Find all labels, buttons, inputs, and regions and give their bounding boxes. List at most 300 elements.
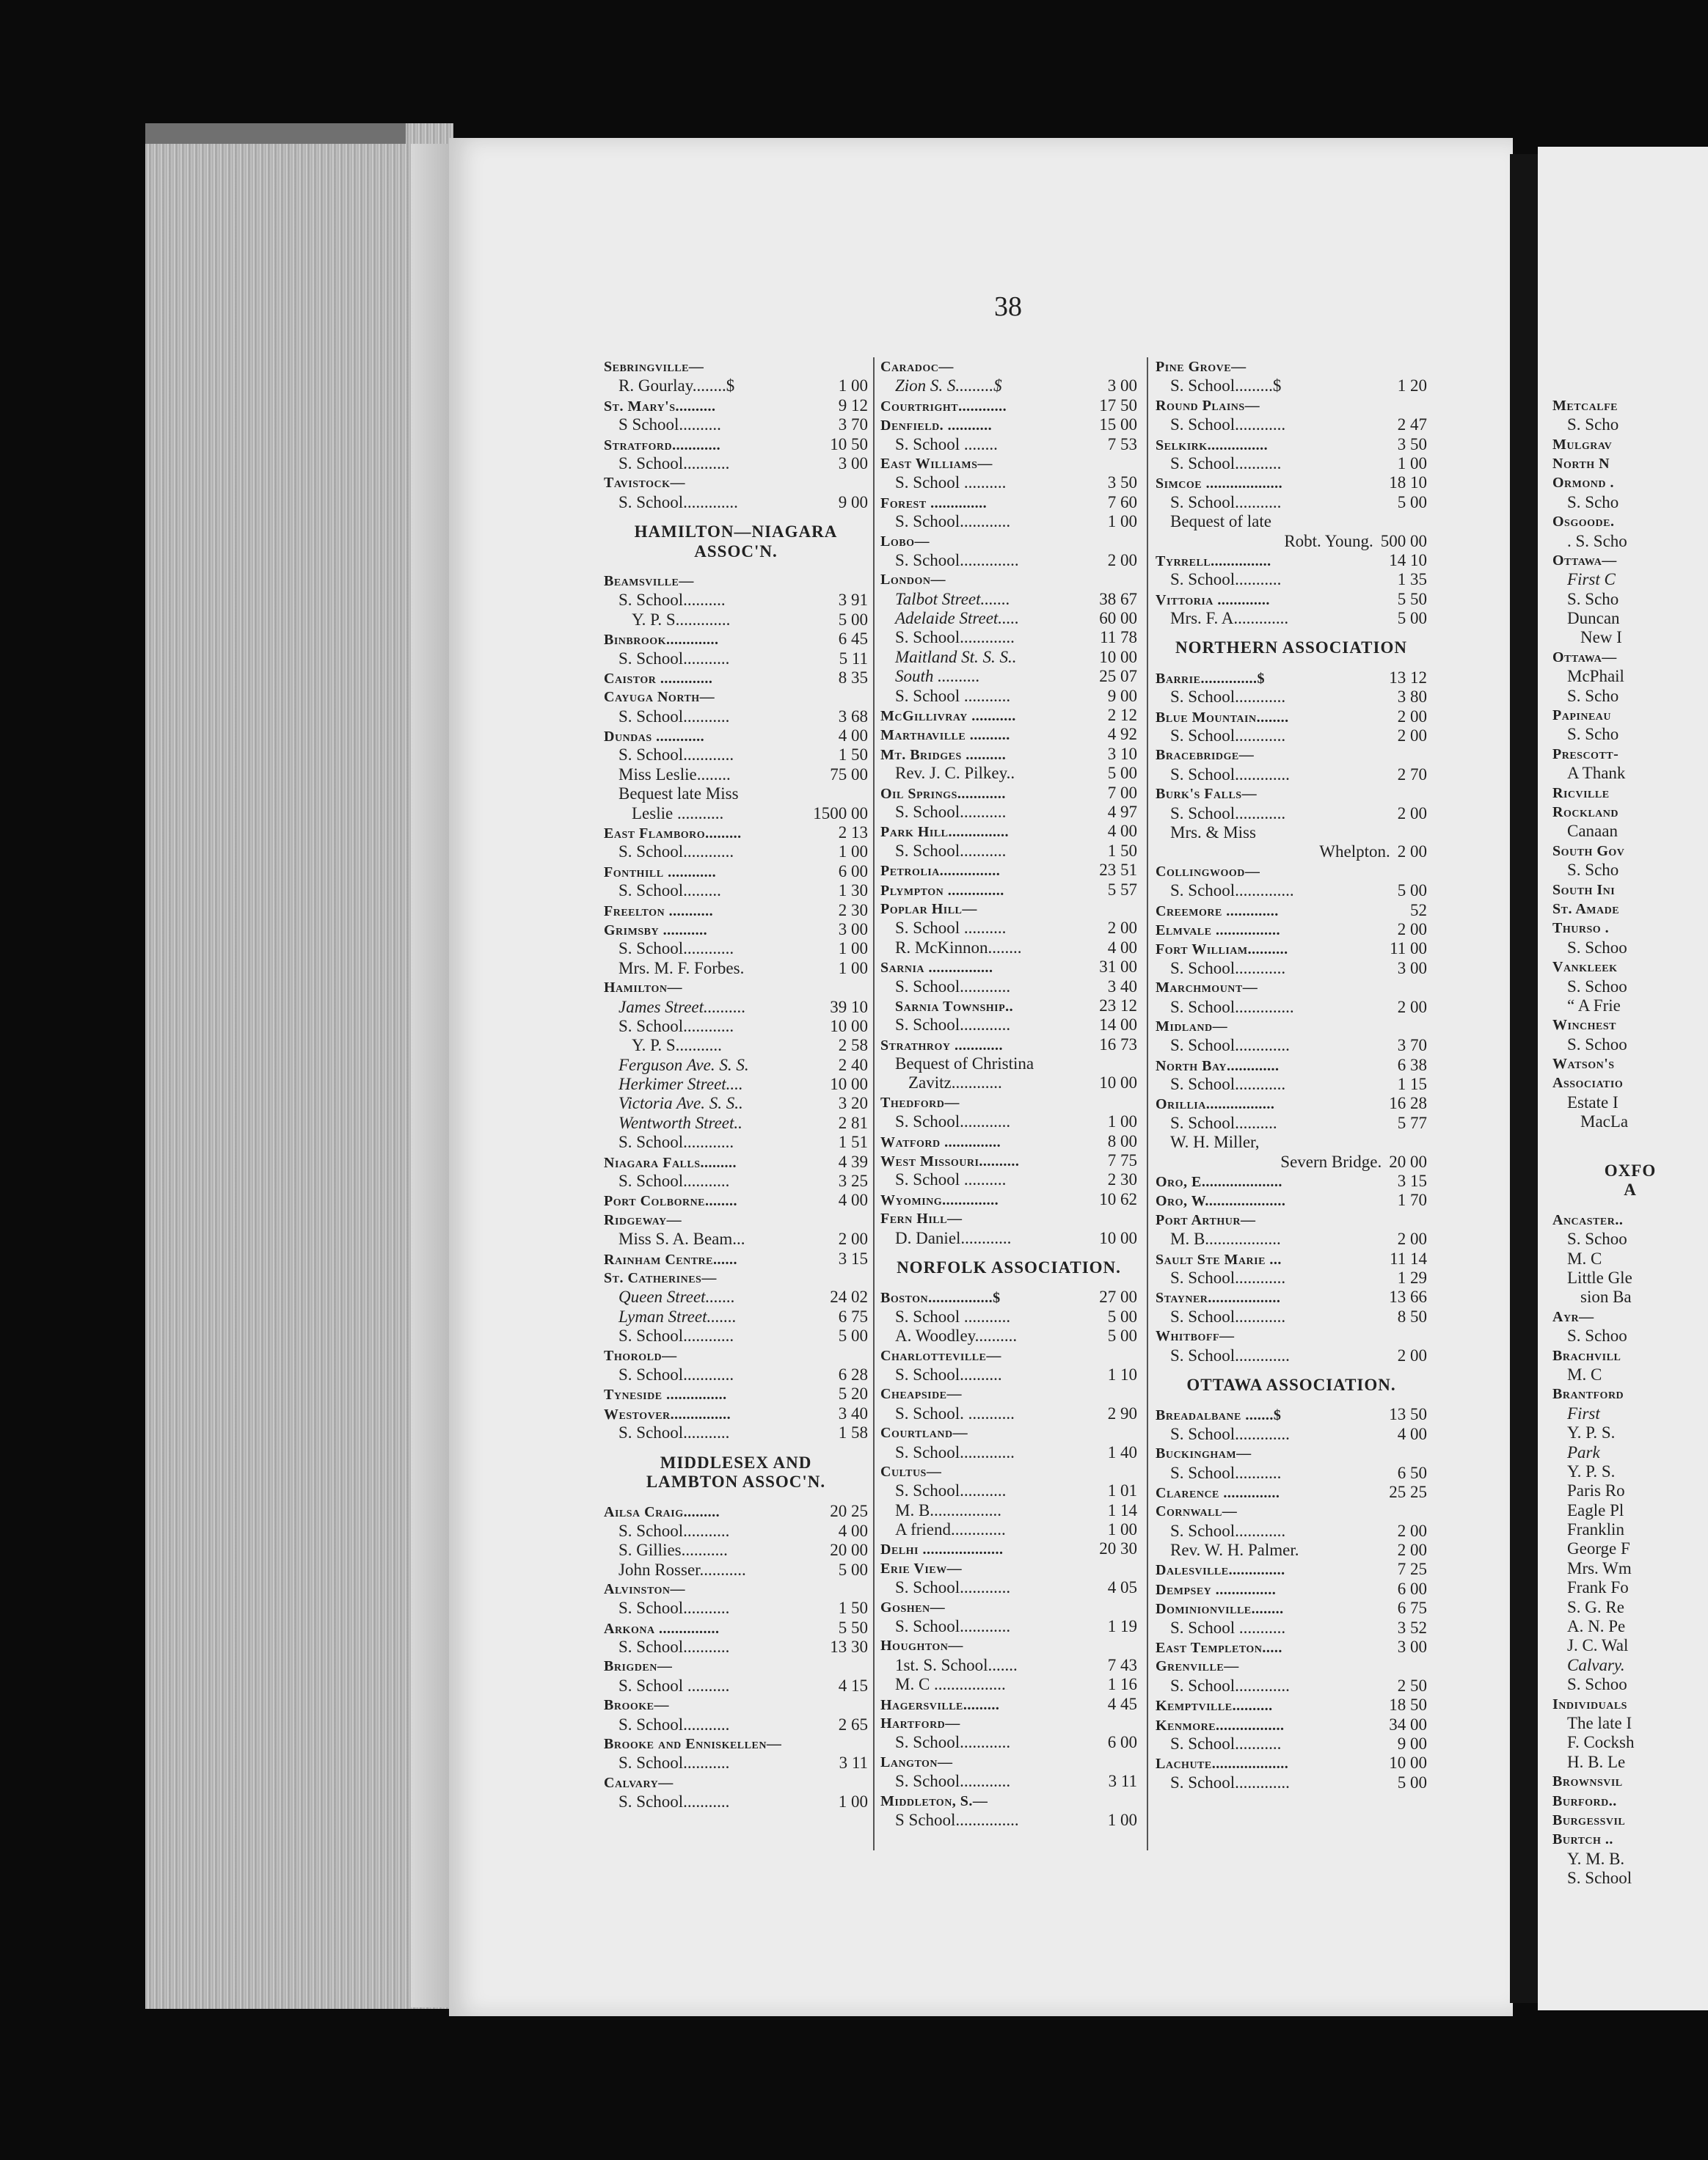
entry-label: George F [1567, 1539, 1630, 1558]
section-heading: NORTHERN ASSOCIATION [1175, 638, 1407, 657]
ledger-entry [1552, 1230, 1708, 1249]
entry-amount: 20 30 [1099, 1539, 1137, 1558]
entry-label: S. School............ [1170, 1075, 1286, 1094]
place-entry [1156, 1483, 1427, 1502]
entry-amount: 4 15 [838, 1676, 868, 1695]
entry-label: Mt. Bridges .......... [880, 746, 1007, 763]
entry-amount: 7 53 [1107, 434, 1137, 453]
entry-label: S. School............ [1170, 1307, 1286, 1326]
ledger-entry [1552, 1850, 1708, 1869]
ledger-entry [604, 1522, 868, 1541]
column-rule [873, 357, 875, 1850]
ledger-entry [604, 1365, 868, 1384]
place-entry [1552, 957, 1708, 977]
ledger-entry [1552, 1288, 1708, 1307]
ledger-entry [604, 1230, 868, 1249]
entry-label: Y. P. S........... [632, 1036, 722, 1055]
ledger-entry [880, 590, 1137, 609]
entry-label: S. School............ [618, 745, 734, 765]
place-entry [880, 861, 1137, 880]
place-entry [1156, 1172, 1427, 1191]
entry-label: D. Daniel............ [895, 1228, 1012, 1247]
place-entry [1156, 1405, 1427, 1424]
book-fore-edge [145, 123, 453, 2009]
entry-label: Caistor ............. [604, 670, 713, 687]
place-entry [604, 920, 868, 939]
entry-amount: 2 30 [1107, 1170, 1137, 1189]
entry-label: Lobo— [880, 533, 930, 550]
spacer-row [1552, 357, 1708, 376]
ledger-entry [604, 842, 868, 861]
entry-label: Blue Mountain........ [1156, 709, 1289, 726]
place-entry [604, 978, 868, 997]
entry-label: Miss S. A. Beam... [618, 1230, 745, 1249]
entry-label: Brooke— [604, 1697, 669, 1714]
entry-label: S. School........... [618, 1715, 730, 1734]
place-entry [1156, 1249, 1427, 1269]
entry-label: Wyoming.............. [880, 1192, 999, 1208]
entry-label: Grimsby ........... [604, 922, 708, 938]
entry-amount: 7 25 [1397, 1560, 1427, 1579]
place-entry [880, 1695, 1137, 1714]
entry-amount: 2 58 [838, 1036, 868, 1055]
ledger-entry [880, 1520, 1137, 1539]
section-heading: A [1624, 1181, 1637, 1200]
entry-label: M. B.................. [1170, 1230, 1281, 1249]
entry-amount: 2 00 [838, 1230, 868, 1249]
entry-label: East Flamboro......... [604, 825, 742, 842]
entry-label: A. N. Pe [1567, 1617, 1626, 1636]
entry-amount: 4 00 [838, 726, 868, 745]
entry-amount: 3 50 [1397, 434, 1427, 453]
entry-amount: 1 70 [1397, 1191, 1427, 1210]
ledger-entry [604, 591, 868, 610]
ledger-entry [1156, 1464, 1427, 1483]
ledger-entry [604, 804, 868, 823]
entry-label: East Williams— [880, 455, 993, 472]
entry-amount: 3 15 [838, 1249, 868, 1268]
entry-amount: 5 00 [1397, 492, 1427, 511]
entry-amount: 10 62 [1099, 1189, 1137, 1208]
entry-label: Ailsa Craig......... [604, 1504, 720, 1521]
place-entry [604, 1619, 868, 1638]
ledger-entry [880, 1054, 1137, 1073]
entry-amount: 10 00 [830, 1016, 868, 1035]
ledger-entry [880, 376, 1137, 395]
ledger-entry [880, 1112, 1137, 1131]
entry-label: Niagara Falls......... [604, 1154, 737, 1171]
entry-label: Selkirk............... [1156, 437, 1269, 453]
entry-label: Poplar Hill— [880, 900, 977, 917]
ledger-entry [1552, 1269, 1708, 1288]
entry-amount: 39 10 [830, 997, 868, 1016]
entry-amount: 7 43 [1107, 1655, 1137, 1674]
entry-amount: 11 14 [1390, 1249, 1427, 1268]
entry-amount: 23 51 [1099, 861, 1137, 880]
ledger-entry [1552, 667, 1708, 686]
ledger-entry [604, 1423, 868, 1442]
place-entry [880, 454, 1137, 473]
place-entry [1552, 1073, 1708, 1092]
entry-label: Adelaide Street..... [895, 609, 1020, 628]
place-entry [1156, 707, 1427, 726]
entry-amount: 1 35 [1397, 570, 1427, 589]
ledger-entry [880, 512, 1137, 531]
entry-amount: 1 50 [838, 1599, 868, 1618]
entry-amount: 18 10 [1389, 473, 1427, 492]
entry-amount: 3 25 [838, 1172, 868, 1191]
place-entry [880, 1288, 1137, 1307]
entry-label: Kemptville.......... [1156, 1698, 1273, 1715]
entry-label: Sarnia Township.. [895, 998, 1014, 1015]
entry-label: S. School............ [895, 512, 1011, 531]
entry-amount: 6 00 [1107, 1733, 1137, 1752]
place-entry [604, 726, 868, 745]
entry-label: Cultus— [880, 1463, 942, 1480]
entry-label: S. Gillies........... [618, 1541, 728, 1560]
entry-label: S School............... [895, 1810, 1019, 1829]
entry-label: Individuals [1552, 1696, 1627, 1712]
entry-label: Vittoria ............. [1156, 591, 1270, 608]
entry-amount: 10 00 [1099, 647, 1137, 666]
ledger-entry [880, 1501, 1137, 1520]
ledger-entry [1156, 1114, 1427, 1133]
ledger-entry [604, 1307, 868, 1327]
entry-label: S. School............ [1170, 415, 1286, 434]
ledger-entry [1552, 822, 1708, 841]
ledger-entry [1552, 1617, 1708, 1636]
place-entry [1552, 1772, 1708, 1791]
entry-amount: 2 47 [1397, 415, 1427, 434]
entry-label: S. School........... [1170, 570, 1282, 589]
place-entry [604, 668, 868, 687]
place-entry [880, 570, 1137, 589]
entry-amount: 3 68 [838, 707, 868, 726]
ledger-entry [1552, 493, 1708, 512]
entry-amount: 2 81 [838, 1113, 868, 1132]
entry-amount: 16 73 [1099, 1035, 1137, 1054]
entry-amount: 3 40 [1107, 977, 1137, 996]
entry-label: South .......... [895, 667, 980, 686]
place-entry [1552, 1695, 1708, 1714]
place-entry [1156, 1502, 1427, 1521]
entry-label: S. School........... [1170, 492, 1282, 511]
entry-label: Ottawa— [1552, 552, 1617, 569]
ledger-entry [1156, 842, 1427, 861]
ledger-entry [1552, 628, 1708, 647]
entry-label: Bequest of Christina [895, 1054, 1034, 1073]
entry-amount: 7 00 [1107, 783, 1137, 802]
place-entry [1552, 1054, 1708, 1073]
entry-amount: 6 28 [838, 1365, 868, 1384]
entry-label: S. School........... [1170, 1734, 1282, 1753]
entry-amount: 2 00 [1107, 919, 1137, 938]
entry-label: Dempsey ............... [1156, 1581, 1277, 1598]
place-entry [604, 435, 868, 454]
entry-label: S. School............ [618, 842, 734, 861]
entry-amount: 20 00 [830, 1541, 868, 1560]
entry-label: S. School........... [618, 453, 730, 472]
ledger-entry [1552, 1035, 1708, 1054]
entry-amount: 2 00 [1397, 1346, 1427, 1365]
ledger-entry [1156, 1734, 1427, 1754]
entry-amount: 2 00 [1397, 1230, 1427, 1249]
place-entry [604, 1211, 868, 1230]
entry-amount: 6 00 [1397, 1579, 1427, 1598]
place-entry [880, 1132, 1137, 1151]
ledger-entry [1156, 823, 1427, 842]
entry-label: Maitland St. S. S.. [895, 647, 1017, 666]
entry-amount: 20 00 [1389, 1152, 1427, 1171]
ledger-entry [880, 609, 1137, 628]
entry-amount: 5 00 [1397, 881, 1427, 900]
entry-amount: 5 00 [838, 610, 868, 629]
ledger-entry [604, 765, 868, 784]
entry-label: Bequest late Miss [618, 784, 739, 803]
entry-label: S. School............ [618, 1365, 734, 1384]
place-entry [880, 822, 1137, 841]
entry-amount: 25 25 [1389, 1482, 1427, 1501]
entry-label: St. Mary's.......... [604, 398, 716, 415]
ledger-entry [880, 1811, 1137, 1830]
entry-amount: 1 00 [1107, 1810, 1137, 1829]
ledger-entry [604, 1599, 868, 1618]
ledger-entry [604, 1288, 868, 1307]
entry-label: Petrolia............... [880, 863, 1001, 880]
entry-label: Zavitz............ [908, 1073, 1002, 1092]
place-entry [1552, 880, 1708, 900]
ledger-entry [880, 996, 1137, 1015]
ledger-column-4-partial [1552, 357, 1708, 1889]
place-entry [1156, 1191, 1427, 1210]
entry-label: North Bay............. [1156, 1057, 1280, 1074]
place-entry [604, 1249, 868, 1269]
entry-label: Park Hill............... [880, 824, 1010, 841]
entry-label: Duncan [1567, 609, 1620, 628]
ledger-entry [1156, 1307, 1427, 1327]
entry-amount: 1 50 [1107, 841, 1137, 860]
section-heading: LAMBTON ASSOC'N. [646, 1472, 826, 1491]
entry-amount: 1 00 [838, 958, 868, 977]
ledger-entry [880, 1404, 1137, 1423]
entry-amount: 24 02 [830, 1288, 868, 1307]
ledger-entry [1156, 454, 1427, 473]
entry-label: S. School........... [895, 841, 1007, 860]
entry-label: S. School .......... [895, 473, 1007, 492]
entry-label: S. School............ [1170, 958, 1286, 977]
place-entry [880, 1636, 1137, 1655]
ledger-entry [1156, 376, 1427, 395]
entry-label: London— [880, 572, 946, 588]
entry-label: Paris Ro [1567, 1481, 1625, 1500]
entry-label: S. School............ [895, 1617, 1011, 1636]
entry-label: Lyman Street....... [618, 1307, 737, 1326]
entry-amount: 4 39 [838, 1152, 868, 1171]
ledger-entry [880, 1170, 1137, 1189]
place-entry [1552, 900, 1708, 919]
entry-label: Clarence .............. [1156, 1484, 1280, 1501]
place-entry [880, 880, 1137, 900]
entry-amount: 3 00 [838, 453, 868, 472]
entry-amount: 3 70 [1397, 1036, 1427, 1055]
place-entry [604, 396, 868, 415]
place-entry [880, 784, 1137, 803]
entry-amount: 20 25 [830, 1502, 868, 1521]
place-entry [1552, 784, 1708, 803]
entry-label: S. School.............. [895, 550, 1019, 569]
place-entry [1156, 862, 1427, 881]
entry-label: Frank Fo [1567, 1578, 1629, 1597]
entry-amount: 14 10 [1389, 550, 1427, 569]
left-page-strip [411, 144, 455, 2007]
entry-label: Ricville [1552, 784, 1610, 801]
entry-label: S School.......... [618, 415, 721, 434]
place-entry [880, 493, 1137, 512]
entry-amount: 13 30 [830, 1638, 868, 1657]
place-entry [1156, 1696, 1427, 1715]
entry-label: Ormond . [1552, 475, 1614, 492]
place-entry [1156, 551, 1427, 570]
entry-amount: 1 50 [838, 745, 868, 765]
entry-label: East Templeton..... [1156, 1640, 1282, 1657]
entry-label: H. B. Le [1567, 1752, 1626, 1771]
entry-amount: 7 75 [1107, 1151, 1137, 1170]
entry-label: S. Schoo [1567, 1230, 1627, 1249]
ledger-entry [880, 919, 1137, 938]
entry-label: West Missouri.......... [880, 1153, 1020, 1170]
ledger-entry [880, 473, 1137, 492]
entry-label: M. C [1567, 1365, 1602, 1384]
entry-label: Port Arthur— [1156, 1211, 1256, 1228]
ledger-entry [1552, 1636, 1708, 1655]
entry-label: S. School............. [1170, 1773, 1290, 1792]
ledger-entry [604, 745, 868, 765]
entry-label: S. School........... [618, 1754, 730, 1773]
place-entry [880, 1035, 1137, 1054]
entry-label: Oro, E.................... [1156, 1174, 1282, 1191]
ledger-entry [880, 1617, 1137, 1636]
entry-label: Alvinston— [604, 1580, 686, 1597]
entry-amount: 1 00 [838, 1792, 868, 1811]
entry-amount: 3 00 [838, 919, 868, 938]
entry-amount: 9 12 [838, 395, 868, 415]
ledger-entry [880, 977, 1137, 996]
place-entry [1156, 784, 1427, 803]
entry-amount: 2 30 [838, 900, 868, 919]
ledger-entry [604, 1017, 868, 1036]
entry-amount: 60 00 [1099, 609, 1137, 628]
entry-label: Miss Leslie........ [618, 765, 731, 784]
entry-amount: 3 70 [838, 415, 868, 434]
entry-label: Thedford— [880, 1094, 960, 1111]
entry-label: Severn Bridge. [1280, 1152, 1382, 1171]
entry-label: M. B................. [895, 1500, 1002, 1519]
entry-label: S. School............. [1170, 1424, 1290, 1443]
entry-label: Delhi .................... [880, 1541, 1004, 1558]
entry-label: Langton— [880, 1754, 953, 1770]
entry-label: South Ini [1552, 881, 1616, 898]
entry-label: S. School........... [618, 649, 730, 668]
ledger-entry [1156, 1676, 1427, 1696]
entry-amount: 1 00 [1107, 1112, 1137, 1131]
entry-amount: 8 35 [838, 668, 868, 687]
place-entry [880, 1423, 1137, 1442]
place-entry [1552, 706, 1708, 725]
entry-label: S. School [1567, 1869, 1632, 1888]
ledger-entry [1552, 938, 1708, 957]
entry-label: Elmvale ................ [1156, 922, 1280, 938]
entry-label: Simcoe ................... [1156, 475, 1283, 492]
entry-amount: 2 70 [1397, 765, 1427, 784]
place-entry [604, 357, 868, 376]
entry-label: St. Amade [1552, 900, 1620, 917]
place-entry [880, 1151, 1137, 1170]
place-entry [1156, 668, 1427, 687]
ledger-entry [1156, 1075, 1427, 1094]
ledger-entry [1552, 725, 1708, 744]
entry-label: S. School........... [618, 1423, 730, 1442]
place-entry [604, 1773, 868, 1792]
ledger-entry [880, 687, 1137, 706]
ledger-entry [1552, 1656, 1708, 1675]
entry-label: Vankleek [1552, 959, 1618, 976]
ledger-entry [604, 610, 868, 630]
place-entry [604, 1502, 868, 1521]
place-entry [1156, 1017, 1427, 1036]
entry-label: S. School........... [618, 1792, 730, 1811]
entry-label: S. School............ [895, 1578, 1011, 1597]
entry-label: S. Schoo [1567, 1327, 1627, 1346]
entry-label: Stayner.................. [1156, 1290, 1281, 1307]
ledger-entry [1552, 1093, 1708, 1112]
section-heading: HAMILTON—NIAGARA [634, 522, 838, 541]
entry-label: Orillia................. [1156, 1096, 1275, 1113]
ledger-entry [604, 1676, 868, 1696]
ledger-column-2 [880, 357, 1137, 1830]
entry-label: Ridgeway— [604, 1211, 682, 1228]
place-entry [1552, 1792, 1708, 1811]
ledger-entry [1156, 532, 1427, 551]
entry-label: Ferguson Ave. S. S. [618, 1055, 749, 1074]
entry-label: North N [1552, 455, 1610, 472]
place-entry [1156, 1560, 1427, 1579]
ledger-entry [604, 1715, 868, 1734]
entry-label: Associatio [1552, 1075, 1624, 1092]
ledger-entry [1552, 977, 1708, 996]
entry-label: Tyneside ............... [604, 1387, 727, 1404]
place-entry [1552, 1830, 1708, 1849]
place-entry [1156, 1580, 1427, 1599]
entry-amount: 38 67 [1099, 589, 1137, 608]
place-entry [880, 1346, 1137, 1365]
entry-amount: 5 11 [839, 649, 868, 668]
ledger-entry [1552, 1481, 1708, 1500]
entry-amount: 1 10 [1107, 1365, 1137, 1384]
entry-amount: 2 00 [1107, 550, 1137, 569]
place-entry [880, 396, 1137, 415]
entry-label: Collingwood— [1156, 863, 1260, 880]
entry-amount: 1 00 [1107, 512, 1137, 531]
ledger-entry [1552, 1578, 1708, 1597]
spacer-row [1552, 376, 1708, 395]
place-entry [1156, 1327, 1427, 1346]
section-heading: OXFO [1604, 1161, 1657, 1181]
entry-amount: 13 12 [1389, 668, 1427, 687]
entry-amount: 10 00 [1099, 1073, 1137, 1092]
entry-label: S. School ........ [895, 434, 998, 453]
entry-amount: 1500 00 [813, 803, 868, 822]
ledger-entry [604, 1172, 868, 1191]
